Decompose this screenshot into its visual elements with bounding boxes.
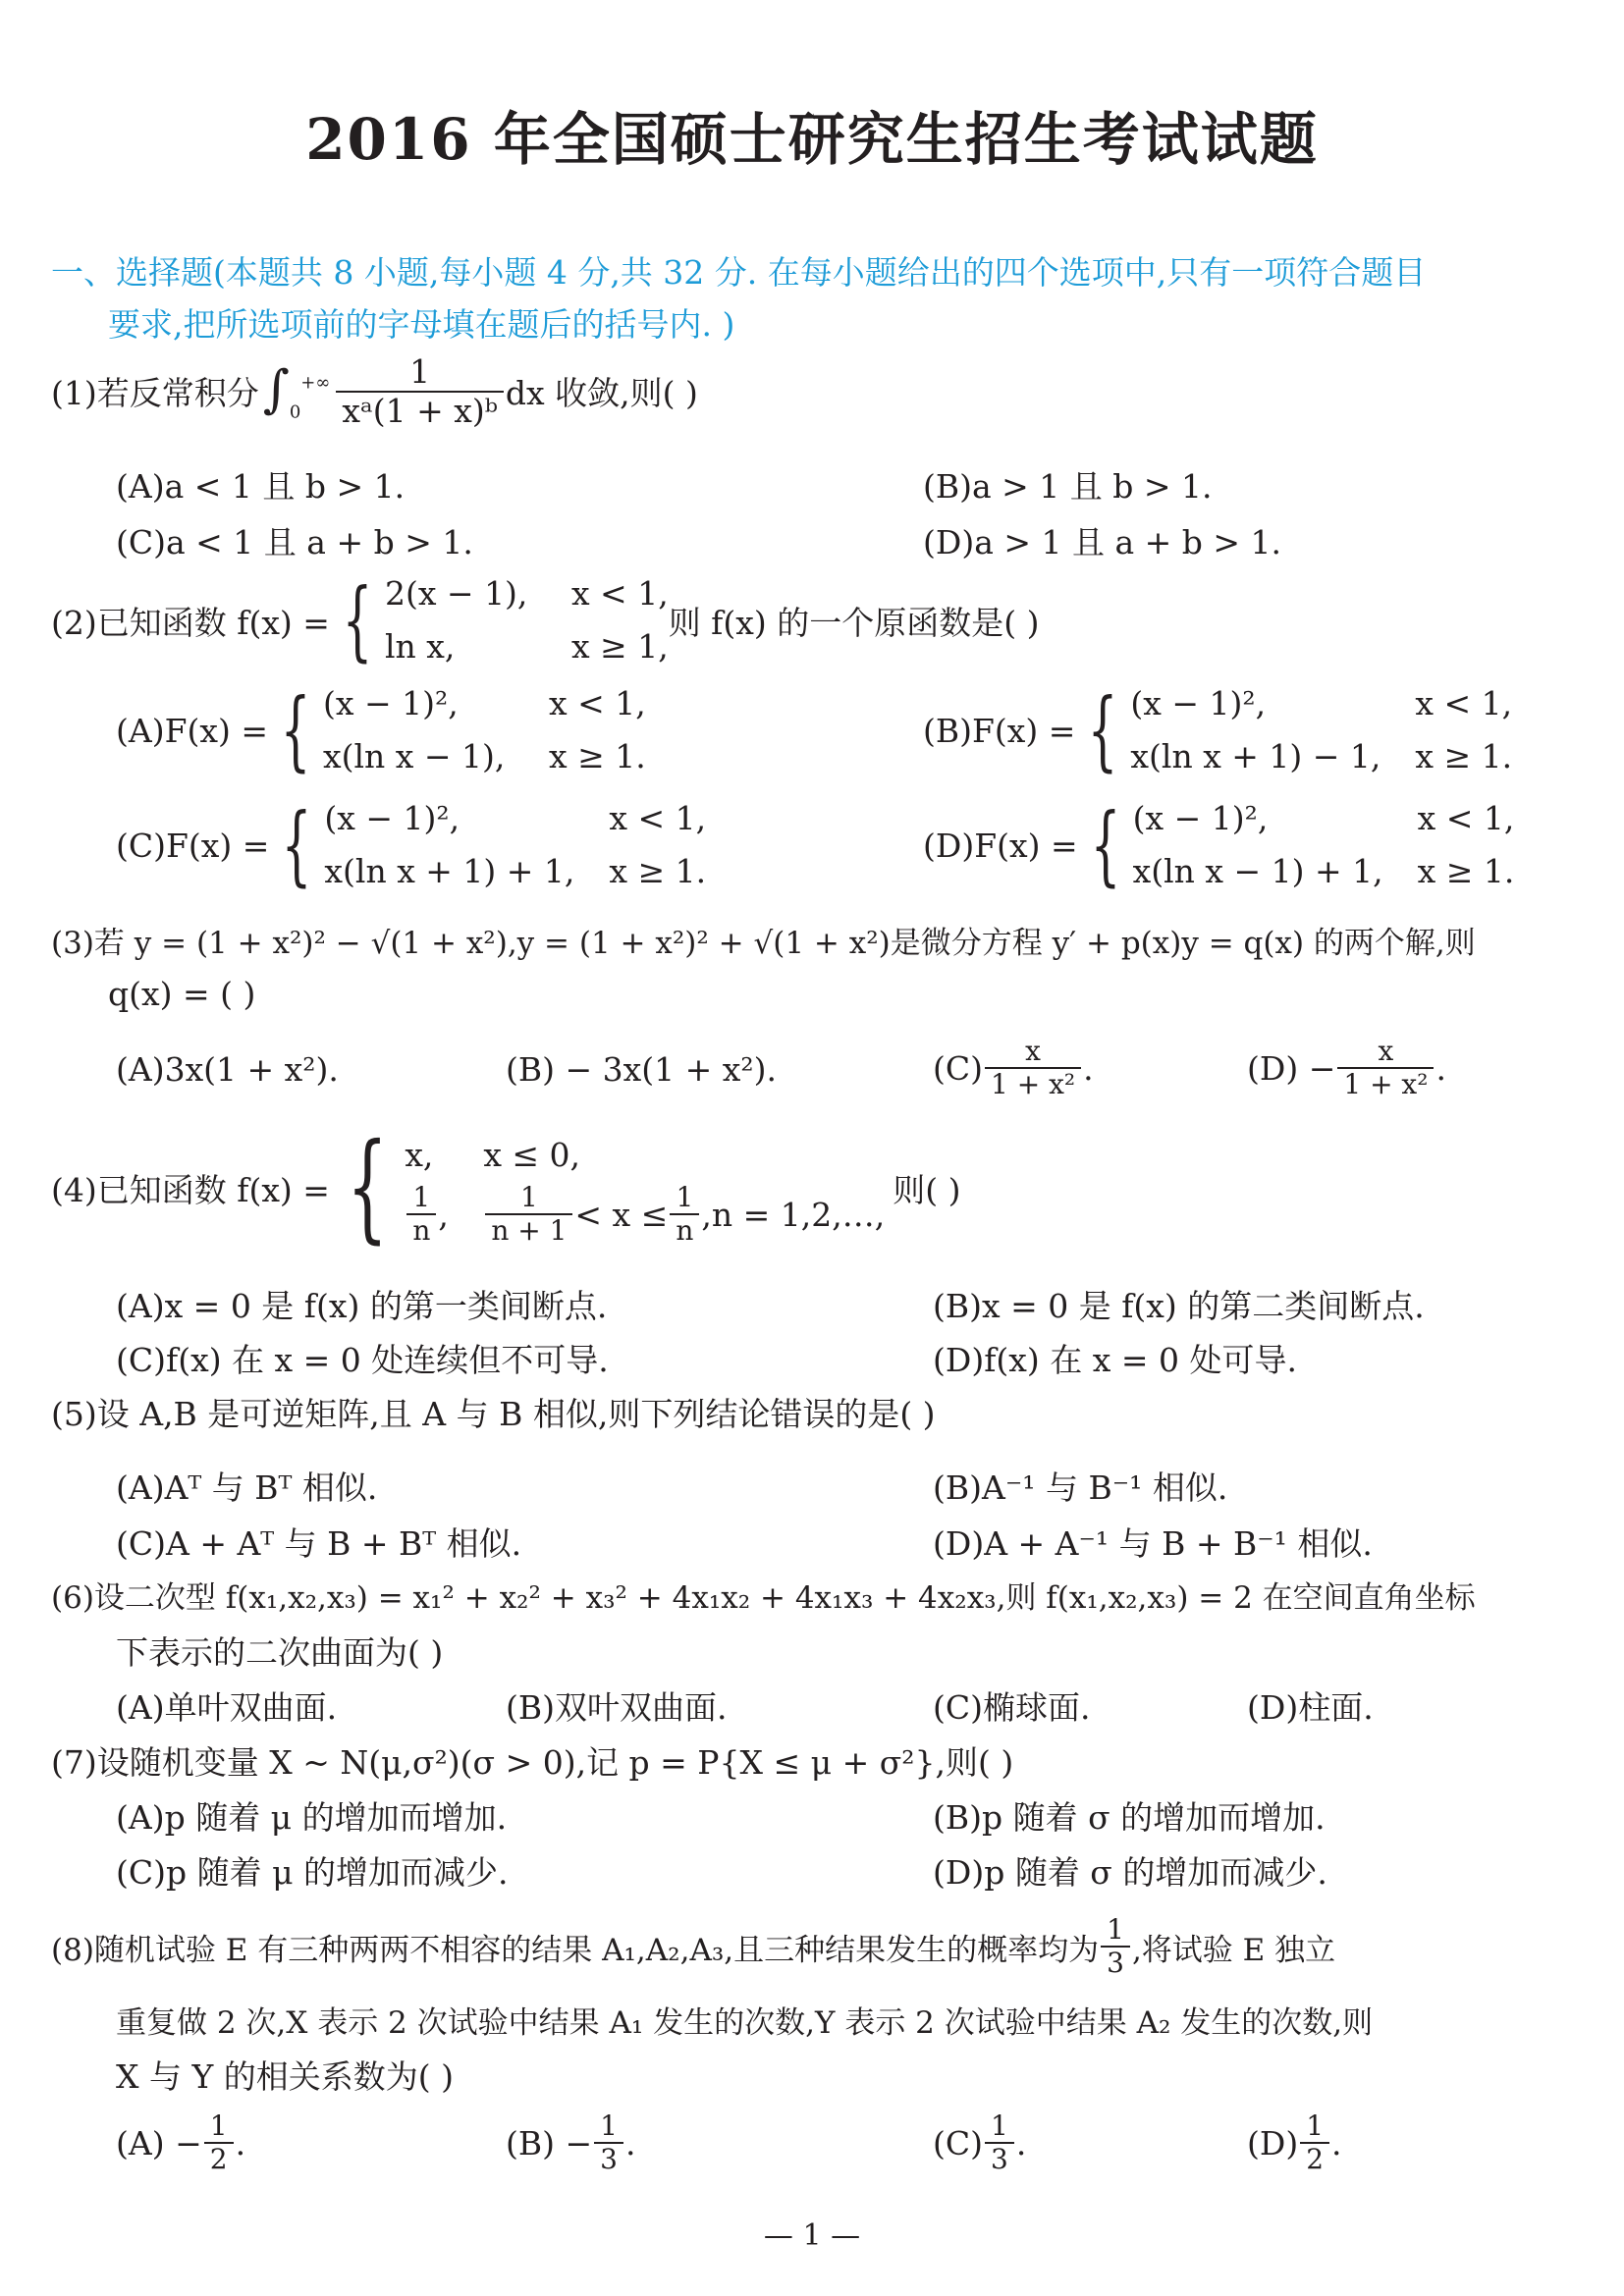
brace-icon: {	[347, 1119, 389, 1256]
q2-c-row2-cond: x ≥ 1.	[609, 852, 707, 890]
section-heading: 一、选择题(本题共 8 小题,每小题 4 分,共 32 分. 在每小题给出的四个选项中,只有一项符合题目	[51, 253, 1427, 292]
q8-a-label: (A) −	[116, 2123, 202, 2163]
q5-option-d: (D)A + A⁻¹ 与 B + B⁻¹ 相似.	[933, 1524, 1373, 1563]
q4-upper-num: 1	[676, 1181, 694, 1213]
page-number: — 1 —	[763, 2218, 861, 2253]
q3-c-dot: .	[1083, 1048, 1094, 1088]
q8-d-label: (D)	[1247, 2123, 1299, 2163]
q8-den: 3	[1101, 1946, 1130, 1979]
q2-a-row1: (x − 1)²,	[322, 684, 459, 722]
q2-a-label: (A)F(x) =	[116, 711, 268, 750]
q8-c-num: 1	[991, 2109, 1008, 2142]
q8-c-label: (C)	[933, 2123, 983, 2163]
q1-option-b: (B)a > 1 且 b > 1.	[923, 467, 1213, 506]
q2-c-label: (C)F(x) =	[116, 826, 270, 865]
q2-c-row2: x(ln x + 1) + 1,	[324, 852, 575, 890]
q8-fraction	[1101, 1914, 1130, 1979]
q2-b-row2-cond: x ≥ 1.	[1415, 737, 1513, 775]
q6-option-c: (C)椭球面.	[933, 1688, 1091, 1727]
q2-a-row2: x(ln x − 1),	[322, 737, 506, 775]
q2-d-row2-cond: x ≥ 1.	[1417, 852, 1515, 890]
q2-piecewise	[330, 567, 669, 673]
q2-d-row1-cond: x < 1,	[1417, 799, 1515, 837]
q4-row1-cond: x ≤ 0,	[483, 1136, 581, 1174]
q2-a-row2-cond: x ≥ 1.	[548, 737, 646, 775]
q2-text-b: 则 f(x) 的一个原函数是( )	[668, 603, 1040, 642]
q8-b-den: 3	[594, 2142, 623, 2175]
question-2-stem	[51, 567, 1039, 673]
q3-option-d	[1247, 1036, 1446, 1100]
q4-upper-den: n	[670, 1213, 699, 1247]
q4-text-b: 则( )	[893, 1170, 961, 1209]
q4-option-d: (D)f(x) 在 x = 0 处可导.	[933, 1341, 1297, 1379]
q2-b-row1: (x − 1)²,	[1130, 684, 1267, 722]
q7-option-b: (B)p 随着 σ 的增加而增加.	[933, 1798, 1326, 1837]
q1-option-c: (C)a < 1 且 a + b > 1.	[116, 523, 473, 561]
q8-a-den: 2	[204, 2142, 234, 2175]
q4-option-c: (C)f(x) 在 x = 0 处连续但不可导.	[116, 1341, 609, 1379]
q8-option-d	[1247, 2110, 1342, 2175]
q1-denominator: xᵃ(1 + x)ᵇ	[336, 391, 504, 430]
q4-row1-expr: x,	[405, 1136, 434, 1174]
q5-option-c: (C)A + Aᵀ 与 B + Bᵀ 相似.	[116, 1524, 522, 1563]
brace-icon: {	[1090, 794, 1121, 895]
question-6-stem-cont: 下表示的二次曲面为( )	[116, 1633, 444, 1672]
question-6-stem: (6)设二次型 f(x₁,x₂,x₃) = x₁² + x₂² + x₃² + 4x₁x₂ + 4x₁x₃ + 4x₂x₃,则 f(x₁,x₂,x₃) = 2 在空间直角坐标	[51, 1580, 1476, 1616]
q3-d-label: (D) −	[1247, 1048, 1336, 1088]
q8-a-dot: .	[235, 2123, 246, 2163]
q3-option-c	[933, 1036, 1094, 1100]
q1-fraction	[336, 353, 504, 430]
brace-icon: {	[280, 679, 311, 780]
q2-b-row1-cond: x < 1,	[1415, 684, 1513, 722]
q4-row2-ineq: < x ≤	[574, 1195, 669, 1234]
brace-icon: {	[342, 569, 373, 670]
q1-option-a: (A)a < 1 且 b > 1.	[116, 467, 406, 506]
q8-d-dot: .	[1331, 2123, 1342, 2163]
q3-c-label: (C)	[933, 1048, 983, 1088]
q2-text-a: (2)已知函数 f(x) =	[51, 603, 330, 642]
q8-c-den: 3	[985, 2142, 1014, 2175]
q1-option-d: (D)a > 1 且 a + b > 1.	[923, 523, 1282, 561]
q2-c-row1: (x − 1)²,	[324, 799, 460, 837]
q3-c-den: 1 + x²	[985, 1067, 1081, 1100]
q7-option-a: (A)p 随着 μ 的增加而增加.	[116, 1798, 508, 1837]
q4-row2-lower	[485, 1182, 572, 1247]
q3-d-den: 1 + x²	[1337, 1067, 1434, 1100]
question-8-stem-cont: 重复做 2 次,X 表示 2 次试验中结果 A₁ 发生的次数,Y 表示 2 次试验中结果 A₂ 发生的次数,则	[116, 2005, 1374, 2041]
q4-row2-den: n	[406, 1213, 436, 1247]
q4-lower-den: n + 1	[485, 1213, 572, 1247]
q4-option-b: (B)x = 0 是 f(x) 的第二类间断点.	[933, 1287, 1425, 1325]
q2-option-d	[923, 792, 1514, 898]
q3-c-num: x	[1025, 1035, 1041, 1067]
q2-b-row2: x(ln x + 1) − 1,	[1130, 737, 1381, 775]
q2-b-label: (B)F(x) =	[923, 711, 1076, 750]
q6-option-a: (A)单叶双曲面.	[116, 1688, 338, 1727]
q4-row2-num: 1	[412, 1181, 431, 1213]
q3-d-dot: .	[1435, 1048, 1446, 1088]
q8-c-dot: .	[1015, 2123, 1027, 2163]
q2-option-a	[116, 677, 646, 783]
q4-piecewise	[330, 1119, 886, 1256]
q6-option-d: (D)柱面.	[1247, 1688, 1374, 1727]
q2-row2-expr: ln x,	[384, 627, 456, 666]
brace-icon: {	[1088, 679, 1118, 780]
q8-b-label: (B) −	[506, 2123, 593, 2163]
q7-option-d: (D)p 随着 σ 的增加而减少.	[933, 1853, 1327, 1892]
q8-option-c	[933, 2110, 1026, 2175]
q2-d-row1: (x − 1)²,	[1132, 799, 1269, 837]
q2-row2-cond: x ≥ 1,	[570, 627, 669, 666]
q3-c-fraction	[985, 1036, 1081, 1100]
q8-b-dot: .	[624, 2123, 636, 2163]
q1-text-b: dx 收敛,则( )	[505, 374, 698, 413]
q8-d-num: 1	[1306, 2109, 1325, 2142]
question-5-stem: (5)设 A,B 是可逆矩阵,且 A 与 B 相似,则下列结论错误的是( )	[51, 1395, 936, 1433]
q3-d-num: x	[1378, 1035, 1394, 1067]
page-title: 2016 年全国硕士研究生招生考试试题	[305, 106, 1319, 173]
q8-d-den: 2	[1300, 2142, 1329, 2175]
q2-d-row2: x(ln x − 1) + 1,	[1132, 852, 1383, 890]
q2-option-c	[116, 792, 706, 898]
question-3-stem: (3)若 y = (1 + x²)² − √(1 + x²),y = (1 + x²)² + √(1 + x²)是微分方程 y′ + p(x)y = q(x) 的两个解,则	[51, 926, 1476, 961]
q5-option-a: (A)Aᵀ 与 Bᵀ 相似.	[116, 1468, 378, 1507]
q8-text-b: ,将试验 E 独立	[1131, 1932, 1336, 1968]
q8-text-a: (8)随机试验 E 有三种两两不相容的结果 A₁,A₂,A₃,且三种结果发生的概率均为	[51, 1932, 1100, 1968]
q4-lower-num: 1	[519, 1181, 538, 1213]
q3-option-a: (A)3x(1 + x²).	[116, 1050, 339, 1089]
question-8-stem	[51, 1914, 1335, 1979]
q2-c-row1-cond: x < 1,	[609, 799, 707, 837]
q2-row1-expr: 2(x − 1),	[384, 574, 528, 613]
q4-row2-expr	[405, 1182, 483, 1247]
q1-numerator: 1	[409, 352, 431, 391]
question-1-stem	[51, 353, 698, 430]
q2-d-label: (D)F(x) =	[923, 826, 1078, 865]
q8-option-a	[116, 2110, 245, 2175]
q8-num: 1	[1107, 1913, 1124, 1946]
brace-icon: {	[282, 794, 312, 895]
question-7-stem: (7)设随机变量 X ~ N(μ,σ²)(σ > 0),记 p = P{X ≤ μ + σ²},则( )	[51, 1743, 1014, 1782]
q6-option-b: (B)双叶双曲面.	[506, 1688, 728, 1727]
q4-row2-upper	[670, 1182, 699, 1247]
q8-a-num: 1	[209, 2109, 228, 2142]
q2-option-b	[923, 677, 1512, 783]
q5-option-b: (B)A⁻¹ 与 B⁻¹ 相似.	[933, 1468, 1228, 1507]
q8-option-b	[506, 2110, 635, 2175]
integral-sign: $\int_0^{+\infty}$	[262, 360, 331, 423]
q2-row1-cond: x < 1,	[570, 574, 669, 613]
q4-row2-comma: ,	[438, 1195, 449, 1234]
q1-text-a: (1)若反常积分	[51, 374, 259, 413]
q4-text-a: (4)已知函数 f(x) =	[51, 1170, 330, 1209]
question-8-stem-cont2: X 与 Y 的相关系数为( )	[116, 2057, 454, 2096]
question-3-stem-cont: q(x) = ( )	[108, 975, 256, 1013]
q3-option-b: (B) − 3x(1 + x²).	[506, 1050, 777, 1089]
question-4-stem	[51, 1119, 961, 1256]
q4-row2-range: ,n = 1,2,…,	[701, 1195, 886, 1234]
q2-a-row1-cond: x < 1,	[548, 684, 646, 722]
section-heading-cont: 要求,把所选项前的字母填在题后的括号内. )	[108, 305, 735, 344]
q4-option-a: (A)x = 0 是 f(x) 的第一类间断点.	[116, 1287, 608, 1325]
q8-b-num: 1	[600, 2109, 618, 2142]
q7-option-c: (C)p 随着 μ 的增加而减少.	[116, 1853, 509, 1892]
q3-d-fraction	[1337, 1036, 1434, 1100]
